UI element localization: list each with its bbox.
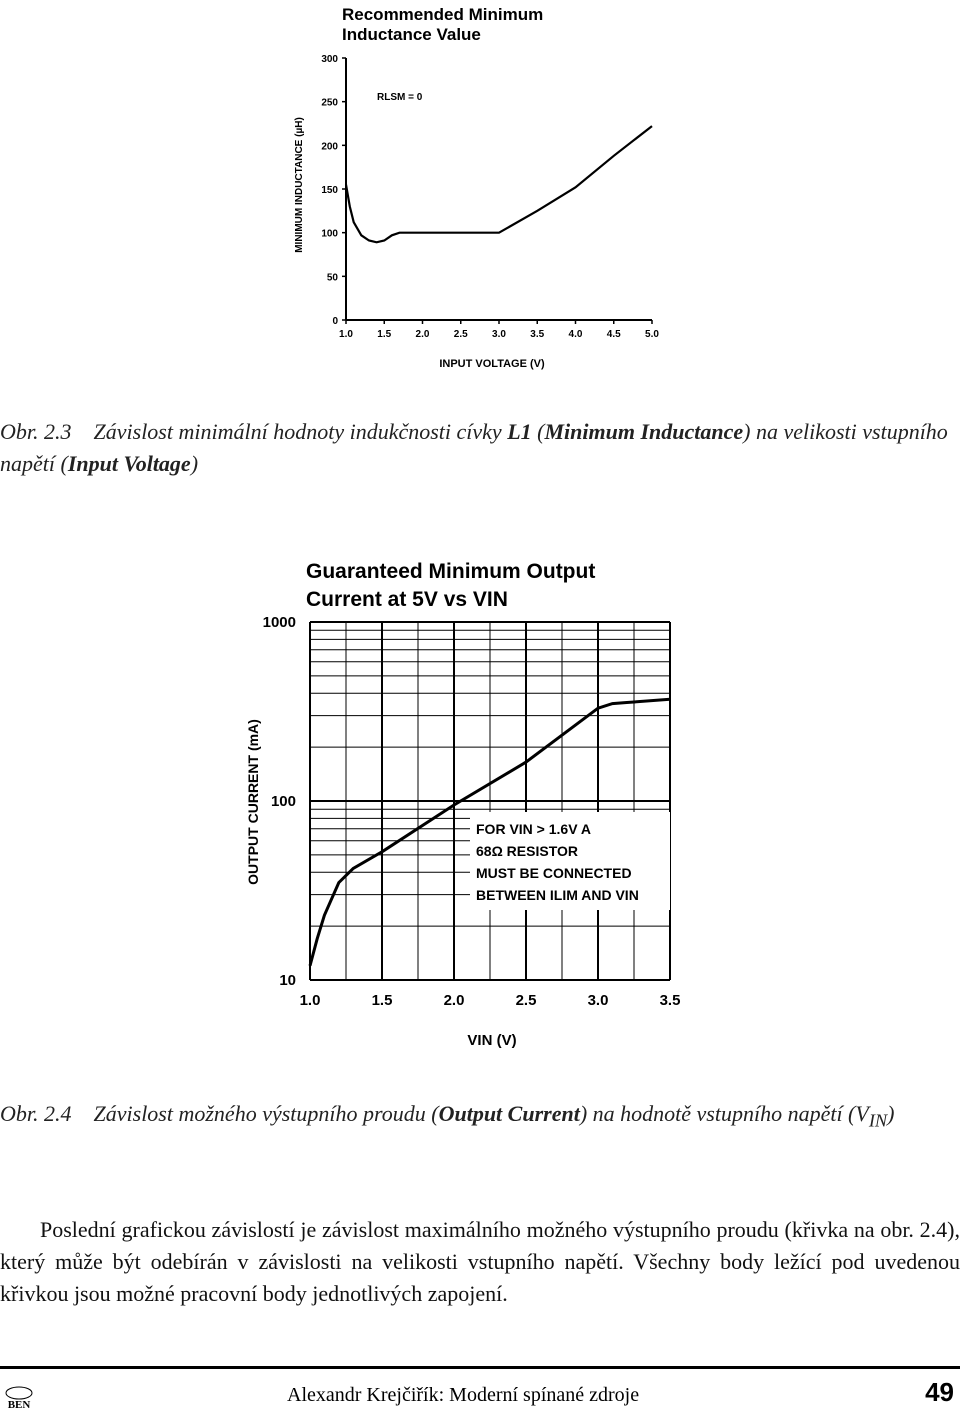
- x-tick-label: 5.0: [645, 329, 659, 340]
- x-tick-label: 3.5: [659, 992, 681, 1009]
- x-tick-label: 1.5: [371, 992, 393, 1009]
- y-tick-label: 1000: [262, 614, 296, 631]
- x-tick-label: 1.0: [299, 992, 321, 1009]
- caption-text: ): [887, 1101, 895, 1126]
- caption-text: ) na velikosti vstupního napětí (: [0, 419, 948, 476]
- x-tick-label: 4.5: [606, 329, 621, 340]
- chart-title-line1: Recommended Minimum: [342, 5, 544, 24]
- footer-rule: [0, 1366, 960, 1369]
- x-axis-label: VIN (V): [467, 1032, 517, 1049]
- caption-text: Závislost minimální hodnoty indukčnosti cívky: [93, 419, 508, 444]
- y-axis-label: OUTPUT CURRENT (mA): [245, 719, 261, 885]
- caption-text: Závislost možného výstupního proudu (: [93, 1101, 439, 1126]
- x-tick-label: 2.0: [415, 329, 430, 340]
- x-tick-label: 2.5: [453, 329, 468, 340]
- y-tick-label: 200: [321, 141, 338, 153]
- caption-bold: Output Current: [438, 1101, 580, 1126]
- page-number: 49: [925, 1377, 954, 1407]
- caption-text: ) na hodnotě vstupního napětí (V: [579, 1101, 869, 1126]
- y-tick-label: 10: [279, 972, 296, 989]
- paragraph-text: Poslední grafickou závislostí je závislost maximálního možného výstupního proudu (křivka na obr. 2.4), který může být odebírán v závislosti na velikosti vstupního napětí. Všechny body ležící pod uvedenou křivkou jsou možné pracovní body jednotlivých zapojení.: [0, 1217, 960, 1306]
- data-line: [346, 126, 652, 242]
- chart-annotation: RLSM = 0: [377, 92, 423, 103]
- body-paragraph: [0, 1214, 960, 1310]
- x-tick-label: 1.0: [339, 329, 353, 340]
- caption-bold: Input Voltage: [67, 451, 191, 476]
- caption-text: ): [190, 451, 199, 476]
- x-tick-label: 2.0: [443, 992, 465, 1009]
- figure-caption-2-3: [0, 416, 960, 480]
- x-tick-label: 4.0: [568, 329, 583, 340]
- footer-title: Alexandr Krejčiřík: Moderní spínané zdroje: [287, 1384, 640, 1406]
- y-tick-label: 250: [321, 97, 338, 109]
- caption-label: Obr. 2.3: [0, 419, 72, 444]
- chart-title-line2: Inductance Value: [342, 25, 481, 44]
- figure-caption-2-4: [0, 1098, 960, 1136]
- x-axis-label: INPUT VOLTAGE (V): [439, 358, 545, 370]
- x-tick-label: 3.5: [530, 329, 545, 340]
- y-tick-label: 0: [332, 316, 338, 327]
- caption-text: (: [531, 419, 545, 444]
- y-tick-label: 100: [321, 228, 338, 240]
- x-tick-label: 3.0: [587, 992, 609, 1009]
- x-tick-label: 3.0: [492, 329, 506, 340]
- note-line-2: 68Ω RESISTOR: [476, 843, 578, 859]
- y-tick-label: 100: [270, 793, 296, 810]
- chart-output-current: [230, 540, 700, 1070]
- note-line-3: MUST BE CONNECTED: [476, 865, 632, 881]
- chart-title-line2: Current at 5V vs VIN: [306, 588, 508, 611]
- y-tick-label: 50: [326, 272, 338, 284]
- logo-text: BEN: [7, 1399, 31, 1410]
- caption-bold: L1: [507, 419, 532, 444]
- chart-title-line1: Guaranteed Minimum Output: [306, 560, 596, 583]
- x-tick-label: 2.5: [515, 992, 537, 1009]
- caption-label: Obr. 2.4: [0, 1101, 72, 1126]
- caption-bold: Minimum Inductance: [544, 419, 744, 444]
- y-axis-label: MINIMUM INDUCTANCE (µH): [294, 117, 305, 253]
- x-tick-label: 1.5: [377, 329, 392, 340]
- note-line-1: FOR VIN > 1.6V A: [476, 821, 592, 837]
- caption-subscript: IN: [868, 1110, 888, 1131]
- y-tick-label: 150: [321, 185, 338, 196]
- publisher-logo: [2, 1386, 36, 1410]
- y-tick-label: 300: [321, 54, 338, 65]
- chart-minimum-inductance: [280, 0, 700, 380]
- note-line-4: BETWEEN ILIM AND VIN: [476, 887, 639, 903]
